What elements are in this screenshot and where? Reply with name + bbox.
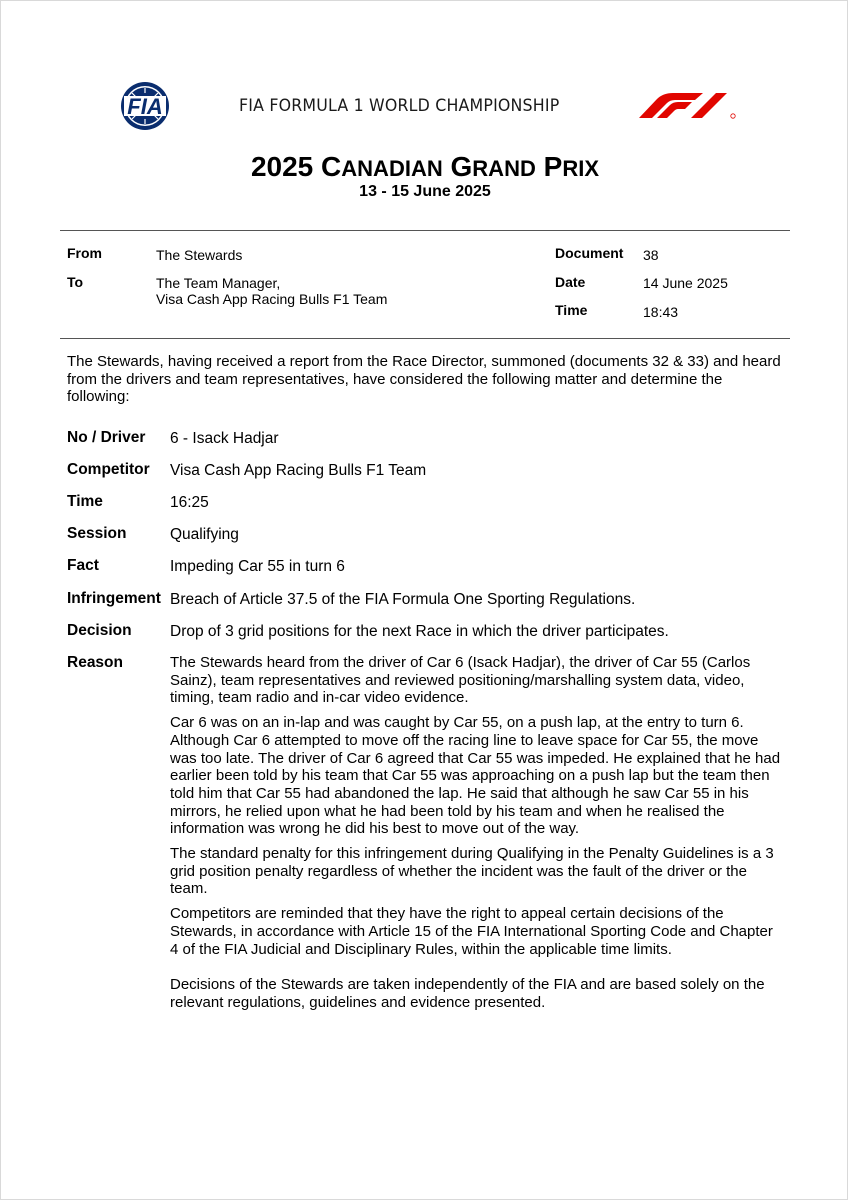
incident-time-value: 16:25 — [170, 494, 209, 511]
driver-value: 6 - Isack Hadjar — [170, 430, 279, 447]
intro-paragraph: The Stewards, having received a report from the Race Director, summoned (documents 32 & 33) and heard from the drivers and team representatives, have considered the following matter and determine the following: — [67, 353, 781, 405]
to-value: The Team Manager, Visa Cash App Racing Bulls F1 Team — [156, 275, 388, 307]
time-value: 18:43 — [643, 304, 679, 320]
decision-value: Drop of 3 grid positions for the next Race in which the driver participates. — [170, 623, 669, 640]
infringement-value: Breach of Article 37.5 of the FIA Formula One Sporting Regulations. — [170, 591, 636, 608]
reason-text — [170, 654, 782, 1019]
reason-label: Reason — [67, 654, 123, 671]
fact-label: Fact — [67, 557, 99, 574]
document-label: Document — [555, 245, 624, 261]
decision-label: Decision — [67, 622, 132, 639]
from-label: From — [67, 245, 102, 261]
from-value: The Stewards — [156, 247, 243, 263]
time-label: Time — [555, 302, 588, 318]
reason-paragraph: The Stewards heard from the driver of Car 6 (Isack Hadjar), the driver of Car 55 (Carlos Sainz), team representatives and reviewed positioning/marshalling system data, video, timing, team radio and in-car video evidence. — [170, 654, 751, 707]
event-title: 2025 CANADIAN GRAND PRIX — [250, 151, 600, 182]
driver-label: No / Driver — [67, 429, 146, 446]
championship-title: FIA FORMULA 1 WORLD CHAMPIONSHIP — [239, 96, 560, 116]
date-label: Date — [555, 274, 586, 290]
event-dates: 13 - 15 June 2025 — [359, 183, 491, 200]
fia-logo — [110, 80, 180, 132]
independence-notice: Decisions of the Stewards are taken independently of the FIA and are based solely on the relevant regulations, guidelines and evidence presented. — [170, 976, 765, 1011]
f1-logo — [637, 91, 739, 119]
svg-text:FIA: FIA — [127, 94, 163, 119]
reason-paragraph: The standard penalty for this infringement during Qualifying in the Penalty Guidelines is a 3 grid position penalty regardless of whether the incident was the fault of the driver or the team. — [170, 845, 774, 898]
incident-time-label: Time — [67, 493, 103, 510]
infringement-label: Infringement — [67, 590, 161, 607]
document-number: 38 — [643, 247, 659, 263]
fact-value: Impeding Car 55 in turn 6 — [170, 558, 345, 575]
to-label: To — [67, 274, 84, 290]
session-label: Session — [67, 525, 127, 542]
header-divider — [60, 338, 790, 339]
reason-paragraph: Car 6 was on an in-lap and was caught by Car 55, on a push lap, at the entry to turn 6. Although Car 6 attempted to move off the racing line to leave space for Car 55, the move was too late. The driver of Car 6 agreed that Car 55 was impeded. He explained that he had earlier been told by his team that Car 55 was approaching on a push lap but the team then told him that Car 55 had abandoned the lap. He said that although he saw Car 55 in his mirrors, he relied upon what he had been told by his team and when he realised the information was wrong he did his best to move out of the way. — [170, 714, 781, 838]
competitor-value: Visa Cash App Racing Bulls F1 Team — [170, 462, 427, 479]
appeal-notice: Competitors are reminded that they have the right to appeal certain decisions of the Stewards, in accordance with Article 15 of the FIA International Sporting Code and Chapter 4 of the FIA Judicial and Disciplinary Rules, within the applicable time limits. — [170, 905, 773, 958]
competitor-label: Competitor — [67, 461, 150, 478]
session-value: Qualifying — [170, 526, 239, 543]
date-value: 14 June 2025 — [643, 275, 728, 291]
top-divider — [60, 230, 790, 231]
